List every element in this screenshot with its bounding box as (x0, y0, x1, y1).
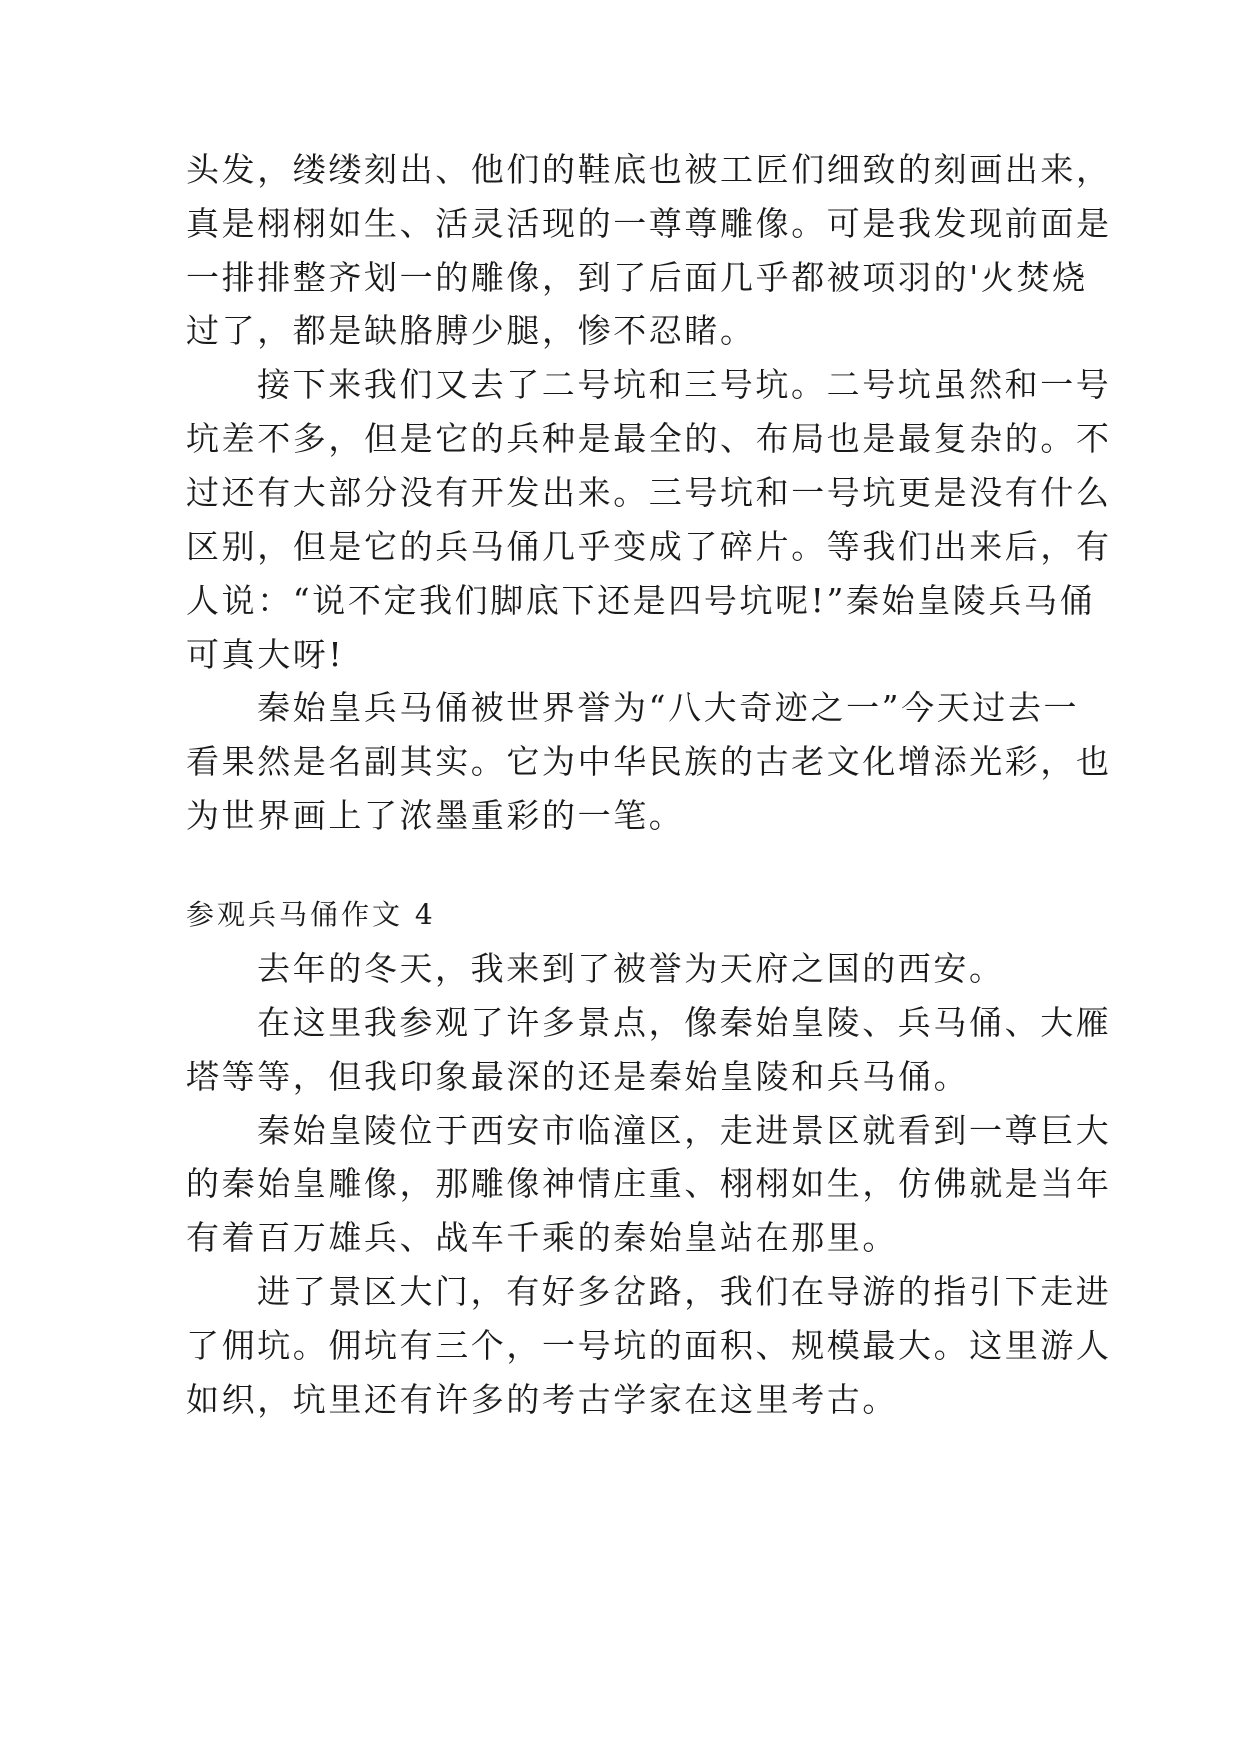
paragraph-line: 在这里我参观了许多景点，像秦始皇陵、兵马俑、大雁 (257, 1003, 1112, 1042)
paragraph-line: 有着百万雄兵、战车千乘的秦始皇站在那里。 (186, 1218, 898, 1257)
paragraph-line: 如织，坑里还有许多的考古学家在这里考古。 (186, 1380, 898, 1419)
paragraph-line: 人说：“说不定我们脚底下还是四号坑呢!”秦始皇陵兵马俑 (186, 581, 1096, 620)
paragraph-line: 接下来我们又去了二号坑和三号坑。二号坑虽然和一号 (257, 365, 1112, 404)
paragraph-line: 头发，缕缕刻出、他们的鞋底也被工匠们细致的刻画出来， (186, 150, 1112, 189)
paragraph-line: 可真大呀! (186, 635, 345, 674)
paragraph-line: 的秦始皇雕像，那雕像神情庄重、栩栩如生，仿佛就是当年 (186, 1164, 1112, 1203)
paragraph-line: 真是栩栩如生、活灵活现的一尊尊雕像。可是我发现前面是 (186, 204, 1112, 243)
paragraph-line: 为世界画上了浓墨重彩的一笔。 (186, 796, 685, 835)
paragraph-line: 坑差不多，但是它的兵种是最全的、布局也是最复杂的。不 (186, 419, 1112, 458)
paragraph-line: 了佣坑。佣坑有三个，一号坑的面积、规模最大。这里游人 (186, 1326, 1112, 1365)
paragraph-line: 进了景区大门，有好多岔路，我们在导游的指引下走进 (257, 1272, 1112, 1311)
paragraph-line: 过了，都是缺胳膊少腿，惨不忍睹。 (186, 311, 756, 350)
paragraph-line: 区别，但是它的兵马俑几乎变成了碎片。等我们出来后，有 (186, 527, 1112, 566)
section-heading: 参观兵马俑作文 4 (186, 898, 436, 931)
paragraph-line: 过还有大部分没有开发出来。三号坑和一号坑更是没有什么 (186, 473, 1112, 512)
paragraph-line: 秦始皇陵位于西安市临潼区，走进景区就看到一尊巨大 (257, 1111, 1112, 1150)
paragraph-line: 看果然是名副其实。它为中华民族的古老文化增添光彩，也 (186, 742, 1112, 781)
paragraph-line: 一排排整齐划一的雕像，到了后面几乎都被项羽的'火焚烧 (186, 258, 1088, 297)
paragraph-line: 塔等等，但我印象最深的还是秦始皇陵和兵马俑。 (186, 1057, 970, 1096)
paragraph-line: 秦始皇兵马俑被世界誉为“八大奇迹之一”今天过去一 (257, 688, 1080, 727)
paragraph-line: 去年的冬天，我来到了被誉为天府之国的西安。 (257, 949, 1005, 988)
